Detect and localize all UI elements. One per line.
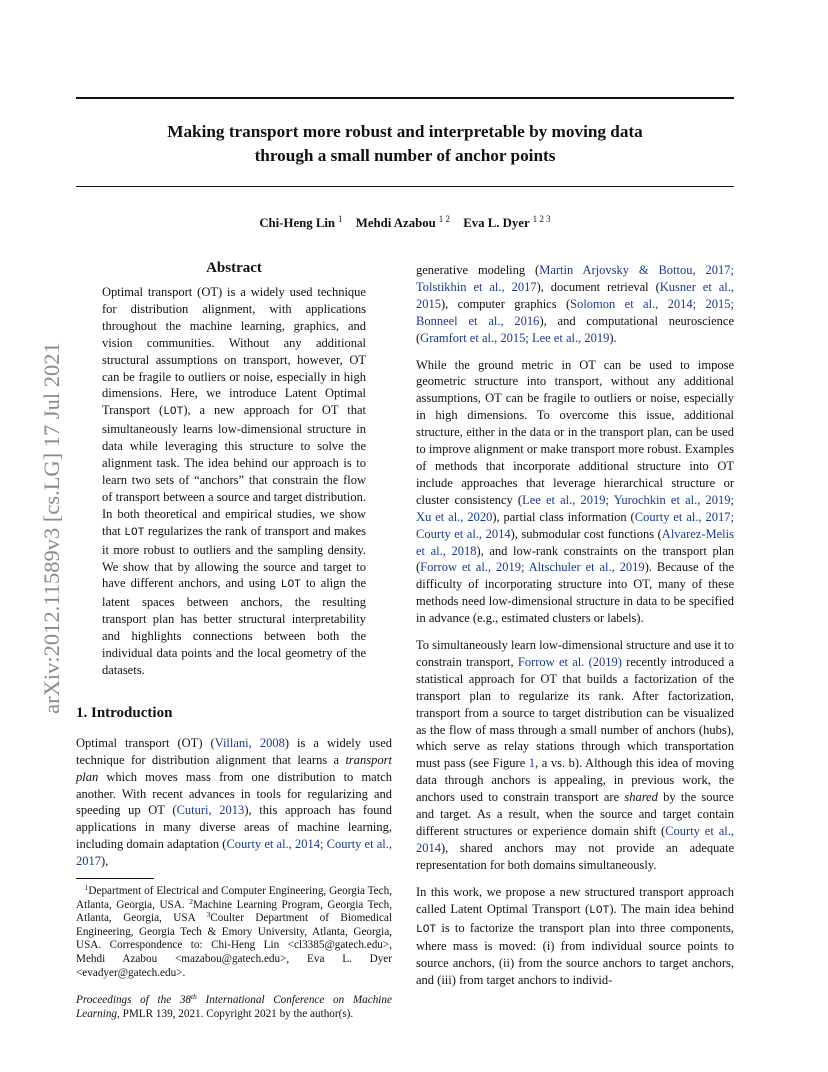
body-paragraph <box>416 637 734 874</box>
abstract-sentence: regularizes the rank of transport and makes it more robust to outliers and the sampling density. We show that by allowing the source and target to have different anchors, and using <box>102 523 367 591</box>
body-text: ), partial class information ( <box>492 509 635 524</box>
citation-link[interactable]: Forrow et al. (2019) <box>517 654 622 669</box>
author-name: Eva L. Dyer <box>463 216 530 230</box>
citation-link[interactable]: Courty et al., 2014; Courty et al., 2017 <box>76 837 392 869</box>
arxiv-identifier-stamp: arXiv:2012.11589v3 [cs.LG] 17 Jul 2021 <box>39 342 64 714</box>
abstract-heading: Abstract <box>206 260 262 276</box>
venue-text: International Conference on Machine Learning <box>76 994 392 1020</box>
body-text: ). Because of the difficulty of incorporating structure into OT, many of these methods need low-dimensional structure in data to be specified in advance (e.g., estimated clusters or labels). <box>416 560 734 626</box>
proceedings-note <box>76 994 392 1021</box>
right-column <box>416 262 734 989</box>
citation-link[interactable]: Solomon et al., 2014; 2015; Bonneel et al., 2016 <box>416 296 734 328</box>
author-2 <box>356 216 450 230</box>
author-affiliation: 1 <box>338 214 343 224</box>
body-text: , a vs. b). Although this idea of moving data through anchors is appealing, in previous work, the anchors used to constrain transport are <box>416 756 734 805</box>
abstract-text <box>102 284 366 679</box>
ordinal-suffix: th <box>191 992 197 1002</box>
citation-link[interactable]: Courty et al., 2014 <box>416 824 734 855</box>
abstract-sentence: ), a new approach for OT that simultaneously learns low-dimensional structure in data while leveraging this structure to solve the alignment task. The idea behind our approach is to learn two sets of “anchors” that constrain the flow of transport between a source and target distribution. In both theoretical and empirical studies, we show that <box>102 403 366 538</box>
citation-link[interactable]: Courty et al., 2017; Courty et al., 2014 <box>416 509 734 541</box>
author-affiliation: 1 2 <box>438 214 450 224</box>
body-paragraph <box>416 357 734 628</box>
paper-title <box>90 120 720 168</box>
body-text: ), document retrieval ( <box>536 279 660 294</box>
body-text: ), this approach has found applications in many diverse areas of machine learning, including domain adaptation ( <box>76 803 392 852</box>
author-name: Mehdi Azabou <box>355 216 436 230</box>
affiliations-footnote <box>76 885 392 980</box>
footnote-marker: 1 <box>84 883 89 893</box>
body-text: ) is a widely used technique for distribution alignment that learns a <box>76 735 392 767</box>
method-name: LOT <box>163 406 184 419</box>
footnote-marker: 3 <box>206 910 211 920</box>
body-text: recently introduced a statistical approach for OT that builds a factorization of the transport plan to regularize its rank. After factorization, transport from a source to target distribution can be visualized as the flow of mass through a small number of anchors (hubs), which serve as relay stations through which transportation must pass (see Figure <box>416 654 734 771</box>
footnote-text: Department of Electrical and Computer Engineering, Georgia Tech, Atlanta, Georgia, USA. <box>76 885 392 911</box>
body-text: ), and computational neuroscience ( <box>416 313 734 345</box>
abstract-sentence: Optimal transport (OT) is a widely used technique for distribution alignment, with applications throughout the machine learning, graphics, and vision communities. Without any additional structural assumptions on transport, however, OT can be fragile to outliers or noise, especially in high dimensions. Here, we introduce Latent Optimal Transport ( <box>102 285 366 418</box>
body-text: generative modeling ( <box>416 263 540 277</box>
title-rule-top <box>76 97 734 99</box>
body-paragraph <box>416 884 734 989</box>
body-text: ), shared anchors may not provide an adequate representation for both domains simultaneously. <box>416 840 734 872</box>
method-name: LOT <box>124 526 145 539</box>
abstract-sentence: to align the latent spaces between anchors, the resulting transport plan has better structural interpretability and highlights connections between both the individual data points and the local geometry of the datasets. <box>102 576 366 677</box>
emphasis-text: shared <box>624 790 658 805</box>
copyright-text: , PMLR 139, 2021. Copyright 2021 by the author(s). <box>117 1007 354 1020</box>
title-line-1: Making transport more robust and interpretable by moving data <box>167 122 643 141</box>
citation-link[interactable]: Kusner et al., 2015 <box>416 279 734 311</box>
figure-reference-link[interactable]: 1 <box>528 756 536 771</box>
author-name: Chi-Heng Lin <box>259 216 336 230</box>
footnote-text: Machine Learning Program, Georgia Tech, Atlanta, Georgia, USA <box>76 898 392 925</box>
body-text: ), submodular cost functions ( <box>510 526 662 541</box>
body-text: Optimal transport (OT) ( <box>76 735 215 750</box>
method-name: LOT <box>589 904 610 917</box>
author-affiliation: 1 2 3 <box>532 214 551 224</box>
citation-link[interactable]: Martin Arjovsky & Bottou, 2017; Tolstikhin et al., 2017 <box>416 263 734 294</box>
citation-link[interactable]: Forrow et al., 2019; Altschuler et al., 2019 <box>420 560 645 575</box>
body-text: ), computer graphics ( <box>441 296 571 311</box>
body-text: ). <box>609 330 617 345</box>
venue-text: Proceedings of the 38 <box>76 994 192 1007</box>
citation-link[interactable]: Gramfort et al., 2015; Lee et al., 2019 <box>420 330 610 345</box>
body-text: which moves mass from one distribution to match another. With recent advances in tools for regularizing and speeding up OT ( <box>76 769 392 818</box>
intro-paragraph <box>76 735 392 870</box>
body-paragraph <box>416 262 734 347</box>
body-text: ), and low-rank constraints on the transport plan ( <box>416 543 734 575</box>
author-list <box>76 214 734 232</box>
body-text: by the source and target. As a result, when the source and target contain different structures or experience domain shift ( <box>416 790 734 838</box>
body-text: ), <box>101 854 109 869</box>
title-line-2: through a small number of anchor points <box>254 146 556 165</box>
citation-link[interactable]: Cuturi, 2013 <box>176 803 245 818</box>
citation-link[interactable]: Lee et al., 2019; Yurochkin et al., 2019; Xu et al., 2020 <box>416 492 734 524</box>
body-text: ). The main idea behind <box>609 901 734 916</box>
citation-link[interactable]: Villani, 2008 <box>214 735 285 750</box>
footnote-text: Coulter Department of Biomedical Engineering, Georgia Tech & Emory University, Atlanta, Georgia, USA. Correspondence to: Chi-Heng Lin <cl3385@gatech.edu>, Mehdi Azabou <mazabou@gatech.edu>, Eva L. Dyer <evadyer@gatech.edu>. <box>76 912 392 979</box>
body-text: is to factorize the transport plan into three components, where mass is moved: (i) from individual source points to source anchors, (ii) from the source anchors to target anchors, and (iii) from target anchors to individ- <box>416 920 734 988</box>
author-1 <box>259 216 342 230</box>
method-name: LOT <box>280 579 301 592</box>
footnote-marker: 2 <box>189 896 193 906</box>
method-name: LOT <box>416 923 437 936</box>
emphasis-text: transport plan <box>76 752 392 784</box>
title-rule-bottom <box>76 186 734 187</box>
author-3 <box>463 216 550 230</box>
left-column <box>76 258 392 1021</box>
citation-link[interactable]: Alvarez-Melis et al., 2018 <box>416 526 734 558</box>
body-text: To simultaneously learn low-dimensional structure and use it to constrain transport, <box>416 638 734 669</box>
body-text: In this work, we propose a new structured transport approach called Latent Optimal Transport ( <box>416 884 734 916</box>
section-heading-introduction: 1. Introduction <box>76 704 173 721</box>
body-text: While the ground metric in OT can be used to impose geometric structure into transport, without any additional assumptions, OT can be fragile to outliers or noise, especially in high dimensions. To overcome this issue, additional structure, either in the data or in the transport plan, can be used to improve alignment or make transport more robust. Examples of methods that incorporate additional structure into OT include approaches that leverage hierarchical structure or cluster consistency ( <box>416 357 734 507</box>
footnote-rule <box>76 878 154 879</box>
